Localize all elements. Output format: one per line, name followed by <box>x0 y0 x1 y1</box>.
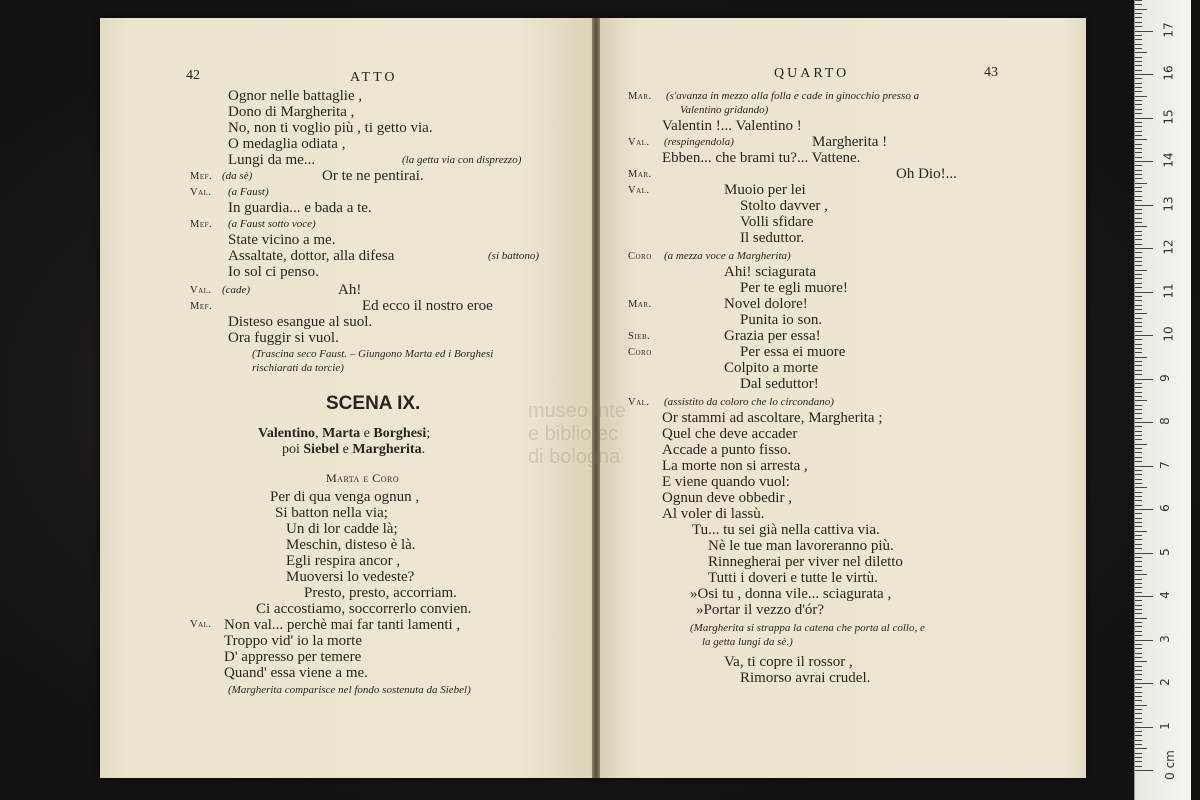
ruler-tick <box>1135 718 1142 719</box>
ruler-tick <box>1135 278 1142 279</box>
ruler-tick <box>1135 396 1142 397</box>
ruler-label: 8 <box>1157 417 1172 425</box>
verse-line: Ognor nelle battaglie , <box>228 88 363 104</box>
ruler-label: 13 <box>1161 195 1176 212</box>
ruler-tick <box>1135 374 1142 375</box>
verse-line: Dal seduttor! <box>740 376 819 392</box>
stage-direction: (Margherita comparisce nel fondo sostenuta da Siebel) <box>228 684 471 696</box>
stage-direction: (Trascina seco Faust. – Giungono Marta ed i Borghesi <box>252 348 494 360</box>
ruler-tick <box>1135 231 1142 232</box>
stage-direction: (a Faust sotto voce) <box>228 218 316 230</box>
ruler-label: 5 <box>1157 547 1172 556</box>
ruler-tick <box>1135 700 1142 701</box>
ruler-tick <box>1135 335 1153 336</box>
stage-direction: (la getta via con disprezzo) <box>402 154 522 166</box>
ruler-tick <box>1135 705 1147 706</box>
ruler-tick <box>1135 309 1142 310</box>
ruler-tick <box>1135 518 1142 519</box>
verse-line: Per essa ei muore <box>740 344 846 360</box>
ruler-tick <box>1135 196 1142 197</box>
speaker-label: Mef. <box>190 171 213 182</box>
ruler-tick <box>1135 239 1142 240</box>
ruler-tick <box>1135 17 1142 18</box>
ruler-tick <box>1135 4 1142 5</box>
ruler-tick <box>1135 83 1142 84</box>
ruler-tick <box>1135 370 1142 371</box>
ruler-tick <box>1135 322 1142 323</box>
ruler-tick <box>1135 96 1147 97</box>
ruler-tick <box>1135 626 1142 627</box>
ruler-label: 11 <box>1161 282 1176 299</box>
ruler-tick <box>1135 622 1142 623</box>
verse-line: Presto, presto, accorriam. <box>304 585 457 601</box>
ruler-tick <box>1135 587 1142 588</box>
ruler-tick <box>1135 526 1142 527</box>
scene-title: SCENA IX. <box>326 393 421 414</box>
ruler-tick <box>1135 470 1142 471</box>
ruler-tick <box>1135 183 1147 184</box>
verse-line: Per te egli muore! <box>740 280 848 296</box>
ruler-tick <box>1135 61 1142 62</box>
measurement-ruler <box>1134 0 1191 800</box>
speaker-label: Val. <box>190 285 212 296</box>
ruler-tick <box>1135 744 1142 745</box>
speaker-label: Mef. <box>190 219 213 230</box>
ruler-tick <box>1135 318 1142 319</box>
speaker-label: Mar. <box>628 169 652 180</box>
verse-line: Ed ecco il nostro eroe <box>362 298 493 314</box>
ruler-tick <box>1135 274 1142 275</box>
ruler-tick <box>1135 296 1142 297</box>
ruler-tick <box>1135 731 1142 732</box>
ruler-tick <box>1135 283 1142 284</box>
stage-direction: rischiarati da torcie) <box>252 362 344 374</box>
verse-line: La morte non si arresta , <box>662 458 808 474</box>
ruler-tick <box>1135 435 1142 436</box>
verse-line: Colpito a morte <box>724 360 819 376</box>
ruler-tick <box>1135 39 1142 40</box>
ruler-tick <box>1135 392 1142 393</box>
ruler-tick <box>1135 287 1142 288</box>
ruler-tick <box>1135 352 1142 353</box>
verse-line: Assaltate, dottor, alla difesa <box>228 248 395 264</box>
ruler-tick <box>1135 409 1142 410</box>
ruler-tick <box>1135 653 1142 654</box>
verse-line: Nè le tue man lavoreranno più. <box>708 538 894 554</box>
ruler-tick <box>1135 439 1142 440</box>
ruler-tick <box>1135 644 1142 645</box>
ruler-tick <box>1135 178 1142 179</box>
ruler-tick <box>1135 613 1142 614</box>
ruler-tick <box>1135 122 1142 123</box>
speaker-label: Coro <box>628 347 652 358</box>
verse-line: Ora fuggir si vuol. <box>228 330 339 346</box>
ruler-tick <box>1135 766 1142 767</box>
ruler-tick <box>1135 218 1142 219</box>
ruler-tick <box>1135 431 1142 432</box>
ruler-tick <box>1135 483 1142 484</box>
ruler-tick <box>1135 422 1153 423</box>
ruler-label: 12 <box>1161 239 1176 255</box>
stage-direction: la getta lungi da sè.) <box>702 636 793 648</box>
ruler-tick <box>1135 457 1142 458</box>
running-head-left: ATTO <box>350 70 398 85</box>
stage-direction: (a mezza voce a Margherita) <box>664 250 791 262</box>
stage-direction: (si battono) <box>488 250 540 262</box>
speaker-label: Val. <box>628 397 650 408</box>
speaker-label: Mar. <box>628 299 652 310</box>
ruler-tick <box>1135 487 1147 488</box>
ruler-tick <box>1135 213 1142 214</box>
ruler-tick <box>1135 505 1142 506</box>
ruler-tick <box>1135 727 1153 728</box>
ruler-tick <box>1135 365 1142 366</box>
ruler-tick <box>1135 618 1147 619</box>
ruler-tick <box>1135 713 1142 714</box>
ruler-tick <box>1135 200 1142 201</box>
verse-line: Dono di Margherita , <box>228 104 355 120</box>
verse-line: E viene quando vuol: <box>662 474 790 490</box>
ruler-tick <box>1135 261 1142 262</box>
ruler-tick <box>1135 500 1142 501</box>
verse-line: Quand' essa viene a me. <box>224 665 368 681</box>
verse-line: Rinnegherai per viver nel diletto <box>708 554 903 570</box>
ruler-tick <box>1135 52 1147 53</box>
ruler-tick <box>1135 26 1142 27</box>
ruler-tick <box>1135 13 1142 14</box>
ruler-tick <box>1135 357 1147 358</box>
ruler-tick <box>1135 48 1142 49</box>
verse-line: Disteso esangue al suol. <box>228 314 373 330</box>
verse-line: »Portar il vezzo d'ór? <box>696 602 825 618</box>
watermark: museo inte e bibliotec di bologna <box>528 400 626 468</box>
ruler-tick <box>1135 418 1142 419</box>
ruler-tick <box>1135 57 1142 58</box>
stage-direction: (a Faust) <box>228 186 269 198</box>
ruler-tick <box>1135 131 1142 132</box>
characters-line: poi Siebel e Margherita. <box>282 442 426 457</box>
ruler-tick <box>1135 100 1142 101</box>
stage-direction: (respingendola) <box>664 136 734 148</box>
verse-line: Ebben... che brami tu?... Vattene. <box>662 150 861 166</box>
verse-line: Ci accostiamo, soccorrerlo convien. <box>256 601 472 617</box>
stage-direction: Valentino gridando) <box>680 104 769 116</box>
ruler-tick <box>1135 170 1142 171</box>
ruler-tick <box>1135 361 1142 362</box>
verse-line: No, non ti voglio più , ti getto via. <box>228 120 433 136</box>
speaker-label: Sieb. <box>628 331 651 342</box>
ruler-tick <box>1135 331 1142 332</box>
verse-line: Stolto davver , <box>740 198 828 214</box>
verse-line: Per di qua venga ognun , <box>270 489 420 505</box>
ruler-tick <box>1135 513 1142 514</box>
ruler-label: 9 <box>1157 373 1172 382</box>
book-gutter <box>592 18 600 778</box>
ruler-tick <box>1135 9 1147 10</box>
stage-direction: (da sè) <box>222 170 253 182</box>
ruler-tick <box>1135 74 1153 75</box>
ruler-tick <box>1135 592 1142 593</box>
ruler-tick <box>1135 78 1142 79</box>
ruler-tick <box>1135 570 1142 571</box>
ruler-tick <box>1135 191 1142 192</box>
speaker-label: Val. <box>190 187 212 198</box>
ruler-tick <box>1135 761 1142 762</box>
ruler-tick <box>1135 379 1153 380</box>
ruler-tick <box>1135 600 1142 601</box>
verse-line: Io sol ci penso. <box>228 264 319 280</box>
speaker-label: Val. <box>628 185 650 196</box>
ruler-tick <box>1135 544 1142 545</box>
verse-line: Egli respira ancor , <box>286 553 401 569</box>
ruler-tick <box>1135 265 1142 266</box>
verse-line: O medaglia odiata , <box>228 136 346 152</box>
ruler-tick <box>1135 257 1142 258</box>
ruler-tick <box>1135 339 1142 340</box>
verse-line: Volli sfidare <box>740 214 814 230</box>
stage-direction: (Margherita si strappa la catena che porta al collo, e <box>690 622 925 634</box>
verse-line: Il seduttor. <box>740 230 805 246</box>
verse-line: Ahi! sciagurata <box>724 264 817 280</box>
ruler-tick <box>1135 683 1153 684</box>
ruler-label: 1 <box>1157 721 1172 730</box>
verse-line: Non val... perchè mai far tanti lamenti , <box>224 617 461 633</box>
ruler-tick <box>1135 648 1142 649</box>
ruler-label: 14 <box>1161 152 1176 168</box>
ruler-tick <box>1135 509 1153 510</box>
ruler-tick <box>1135 631 1142 632</box>
speaker-label: Mef. <box>190 301 213 312</box>
ruler-tick <box>1135 35 1142 36</box>
verse-line: »Osi tu , donna vile... sciagurata , <box>690 586 892 602</box>
ruler-tick <box>1135 70 1142 71</box>
ruler-tick <box>1135 305 1142 306</box>
ruler-tick <box>1135 22 1142 23</box>
ruler-tick <box>1135 640 1153 641</box>
ruler-tick <box>1135 674 1142 675</box>
ruler-tick <box>1135 679 1142 680</box>
ruler-tick <box>1135 44 1142 45</box>
verse-line: Accade a punto fisso. <box>662 442 792 458</box>
verse-line: Meschin, disteso è là. <box>286 537 416 553</box>
verse-line: D' appresso per temere <box>224 649 362 665</box>
ruler-tick <box>1135 657 1142 658</box>
speaker-label: Marta e Coro <box>326 471 400 485</box>
stage-direction: (cade) <box>222 284 251 296</box>
speaker-label: Coro <box>628 251 652 262</box>
ruler-tick <box>1135 152 1142 153</box>
ruler-tick <box>1135 91 1142 92</box>
ruler-tick <box>1135 466 1153 467</box>
verse-line: Rimorso avrai crudel. <box>740 670 871 686</box>
ruler-tick <box>1135 531 1147 532</box>
ruler-tick <box>1135 248 1153 249</box>
ruler-tick <box>1135 209 1142 210</box>
ruler-tick <box>1135 31 1153 32</box>
speaker-label: Mar. <box>628 91 652 102</box>
ruler-tick <box>1135 709 1142 710</box>
ruler-tick <box>1135 474 1142 475</box>
ruler-label: 10 <box>1161 326 1176 342</box>
ruler-tick <box>1135 448 1142 449</box>
speaker-label: Val. <box>190 619 212 630</box>
ruler-tick <box>1135 579 1142 580</box>
ruler-tick <box>1135 770 1153 771</box>
ruler-tick <box>1135 553 1153 554</box>
ruler-label: 6 <box>1157 504 1172 512</box>
ruler-tick <box>1135 0 1142 1</box>
ruler-tick <box>1135 561 1142 562</box>
ruler-tick <box>1135 548 1142 549</box>
ruler-tick <box>1135 596 1153 597</box>
ruler-tick <box>1135 492 1142 493</box>
ruler-tick <box>1135 479 1142 480</box>
ruler-tick <box>1135 522 1142 523</box>
ruler-tick <box>1135 692 1142 693</box>
ruler-tick <box>1135 426 1142 427</box>
ruler-tick <box>1135 400 1147 401</box>
ruler-tick <box>1135 65 1142 66</box>
ruler-tick <box>1135 135 1142 136</box>
ruler-tick <box>1135 222 1142 223</box>
ruler-tick <box>1135 144 1142 145</box>
verse-line: Muoversi lo vedeste? <box>286 569 415 585</box>
ruler-tick <box>1135 405 1142 406</box>
ruler-tick <box>1135 252 1142 253</box>
ruler-tick <box>1135 757 1142 758</box>
ruler-label: 3 <box>1157 634 1172 643</box>
ruler-tick <box>1135 187 1142 188</box>
ruler-tick <box>1135 583 1142 584</box>
verse-line: Oh Dio!... <box>896 166 957 182</box>
ruler-tick <box>1135 157 1142 158</box>
verse-line: Ah! <box>338 282 362 298</box>
ruler-label: 7 <box>1157 460 1172 469</box>
page-number-left: 42 <box>186 68 200 83</box>
ruler-tick <box>1135 461 1142 462</box>
ruler-tick <box>1135 161 1153 162</box>
ruler-label: 2 <box>1157 678 1172 686</box>
ruler-tick <box>1135 165 1142 166</box>
ruler-label: 4 <box>1157 591 1172 599</box>
verse-line: Troppo vid' io la morte <box>224 633 362 649</box>
ruler-tick <box>1135 661 1147 662</box>
ruler-label: 15 <box>1161 108 1176 125</box>
ruler-tick <box>1135 609 1142 610</box>
verse-line: Va, ti copre il rossor , <box>724 654 853 670</box>
ruler-tick <box>1135 535 1142 536</box>
ruler-label: 17 <box>1161 21 1176 38</box>
running-head-right: QUARTO <box>774 66 850 81</box>
verse-line: State vicino a me. <box>228 232 336 248</box>
ruler-tick <box>1135 566 1142 567</box>
verse-line: Tu... tu sei già nella cattiva via. <box>692 522 880 538</box>
stage-direction: (s'avanza in mezzo alla folla e cade in ginocchio presso a <box>666 90 920 102</box>
speaker-label: Val. <box>628 137 650 148</box>
ruler-tick <box>1135 326 1142 327</box>
ruler-tick <box>1135 635 1142 636</box>
verse-line: Grazia per essa! <box>724 328 821 344</box>
ruler-tick <box>1135 444 1147 445</box>
ruler-tick <box>1135 226 1147 227</box>
ruler-tick <box>1135 87 1142 88</box>
ruler-tick <box>1135 496 1142 497</box>
verse-line: Novel dolore! <box>724 296 808 312</box>
ruler-tick <box>1135 118 1153 119</box>
ruler-tick <box>1135 413 1142 414</box>
stage-direction: (assistito da coloro che lo circondano) <box>664 396 834 408</box>
ruler-label: 0 cm <box>1162 750 1177 780</box>
verse-line: Or stammi ad ascoltare, Margherita ; <box>662 410 883 426</box>
ruler-tick <box>1135 348 1142 349</box>
verse-line: Al voler di lassù. <box>662 506 765 522</box>
ruler-tick <box>1135 539 1142 540</box>
ruler-tick <box>1135 205 1153 206</box>
page-number-right: 43 <box>984 65 998 80</box>
ruler-tick <box>1135 174 1142 175</box>
ruler-tick <box>1135 670 1142 671</box>
ruler-tick <box>1135 753 1142 754</box>
ruler-tick <box>1135 735 1142 736</box>
ruler-tick <box>1135 387 1142 388</box>
ruler-tick <box>1135 270 1147 271</box>
ruler-tick <box>1135 109 1142 110</box>
ruler-tick <box>1135 748 1147 749</box>
ruler-tick <box>1135 383 1142 384</box>
ruler-tick <box>1135 113 1142 114</box>
ruler-tick <box>1135 292 1153 293</box>
ruler-tick <box>1135 104 1142 105</box>
ruler-tick <box>1135 574 1147 575</box>
ruler-tick <box>1135 687 1142 688</box>
ruler-tick <box>1135 666 1142 667</box>
ruler-tick <box>1135 244 1142 245</box>
verse-line: In guardia... e bada a te. <box>228 200 372 216</box>
verse-line: Punita io son. <box>740 312 823 328</box>
ruler-tick <box>1135 313 1147 314</box>
ruler-tick <box>1135 605 1142 606</box>
ruler-tick <box>1135 148 1142 149</box>
verse-line: Si batton nella via; <box>275 505 388 521</box>
ruler-tick <box>1135 740 1142 741</box>
ruler-tick <box>1135 722 1142 723</box>
verse-line: Un di lor cadde là; <box>286 521 398 537</box>
verse-line: Ognun deve obbedir , <box>662 490 792 506</box>
ruler-tick <box>1135 139 1147 140</box>
ruler-tick <box>1135 235 1142 236</box>
verse-line: Quel che deve accader <box>662 426 798 442</box>
verse-line: Margherita ! <box>812 134 888 150</box>
ruler-tick <box>1135 452 1142 453</box>
ruler-tick <box>1135 344 1142 345</box>
characters-line: Valentino, Marta e Borghesi; <box>258 426 431 441</box>
verse-line: Muoio per lei <box>724 182 806 198</box>
ruler-tick <box>1135 126 1142 127</box>
ruler-tick <box>1135 696 1142 697</box>
verse-line: Valentin !... Valentino ! <box>662 118 802 134</box>
verse-line: Tutti i doveri e tutte le virtù. <box>708 570 878 586</box>
verse-line: Lungi da me... <box>228 152 316 168</box>
ruler-tick <box>1135 300 1142 301</box>
ruler-label: 16 <box>1161 65 1176 81</box>
verse-line: Or te ne pentirai. <box>322 168 424 184</box>
ruler-tick <box>1135 557 1142 558</box>
